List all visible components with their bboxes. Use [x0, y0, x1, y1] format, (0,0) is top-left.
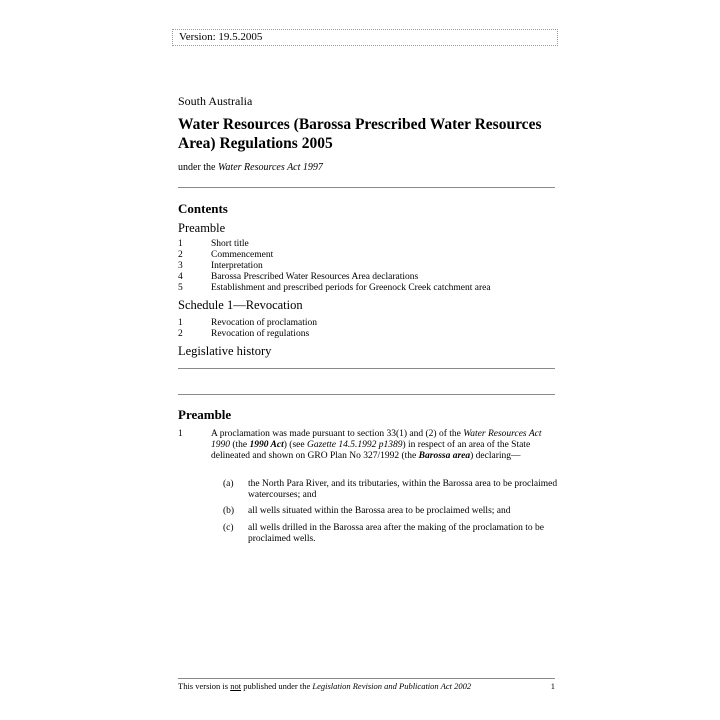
- toc-item-label: Revocation of proclamation: [211, 318, 318, 328]
- toc-item-num: 2: [178, 329, 183, 339]
- gazette-citation: Gazette 14.5.1992 p1389: [306, 440, 403, 450]
- subparagraph: [223, 479, 563, 501]
- footer-text: published under the: [241, 681, 313, 691]
- defined-term: Barossa area: [418, 451, 471, 461]
- subparagraph-label: (a): [223, 479, 234, 489]
- subparagraph: [223, 506, 563, 517]
- toc-item[interactable]: [178, 261, 568, 272]
- subparagraph-label: (c): [223, 523, 234, 533]
- subparagraph-text: the North Para River, and its tributaries, within the Barossa area to be proclaimed watercourses; and: [248, 479, 558, 500]
- version-label: Version: 19.5.2005: [179, 31, 263, 43]
- toc-item[interactable]: [178, 250, 568, 261]
- toc-item-label: Establishment and prescribed periods for Greenock Creek catchment area: [211, 283, 491, 293]
- toc-item-label: Barossa Prescribed Water Resources Area declarations: [211, 272, 419, 282]
- paragraph-text: [211, 429, 558, 462]
- toc-item-num: 5: [178, 283, 183, 293]
- text-run: ) declaring—: [470, 451, 521, 461]
- toc-schedule-list: [178, 318, 568, 340]
- toc-item[interactable]: [178, 329, 568, 340]
- toc-list: [178, 239, 568, 294]
- paragraph-number: 1: [178, 429, 183, 439]
- text-run: (the: [230, 440, 250, 450]
- toc-item-num: 1: [178, 318, 183, 328]
- text-run: ) in respect of an area of the State delineated and shown on GRO Plan No 327/1992 (the: [211, 440, 531, 461]
- toc-item-label: Short title: [211, 239, 249, 249]
- text-run: ) (see: [283, 440, 307, 450]
- page-footer: [178, 681, 555, 691]
- contents-heading: Contents: [178, 201, 228, 216]
- subparagraph-text: all wells situated within the Barossa area to be proclaimed wells; and: [248, 506, 511, 516]
- toc-item-num: 4: [178, 272, 183, 282]
- footer-text: This version is: [178, 681, 231, 691]
- jurisdiction: South Australia: [178, 94, 253, 108]
- under-prefix: under the: [178, 162, 218, 173]
- toc-item-label: Interpretation: [211, 261, 263, 271]
- footer-emphasis: not: [230, 681, 242, 691]
- divider: [178, 394, 555, 395]
- subparagraph: [223, 523, 563, 545]
- toc-item-num: 1: [178, 239, 183, 249]
- toc-item-num: 3: [178, 261, 183, 271]
- toc-preamble[interactable]: Preamble: [178, 221, 226, 235]
- version-box: [172, 29, 558, 46]
- toc-item[interactable]: [178, 283, 568, 294]
- toc-item[interactable]: [178, 239, 568, 250]
- footer-act: Legislation Revision and Publication Act 2002: [312, 681, 472, 691]
- subparagraph-text: all wells drilled in the Barossa area after the making of the proclamation to be proclaimed wells.: [248, 523, 544, 544]
- subparagraph-label: (b): [223, 506, 235, 516]
- preamble-heading: Preamble: [178, 407, 232, 422]
- preamble-paragraph: [178, 429, 558, 462]
- text-run: A proclamation was made pursuant to section 33(1) and (2) of the: [211, 429, 464, 439]
- defined-term: 1990 Act: [249, 440, 284, 450]
- toc-item-num: 2: [178, 250, 183, 260]
- document-title: Water Resources (Barossa Prescribed Water Resources Area) Regulations 2005: [178, 116, 542, 152]
- enabling-act: Water Resources Act 1997: [218, 162, 323, 173]
- divider: [178, 187, 555, 188]
- act-citation: Water Resources Act 1990: [211, 429, 542, 450]
- toc-item[interactable]: [178, 318, 568, 329]
- divider: [178, 368, 555, 369]
- page-number: 1: [550, 681, 555, 691]
- toc-item-label: Commencement: [211, 250, 274, 260]
- enabling-act-line: [178, 162, 323, 173]
- toc-item[interactable]: [178, 272, 568, 283]
- toc-schedule[interactable]: Schedule 1—Revocation: [178, 298, 303, 312]
- footer-divider: [178, 678, 555, 679]
- toc-item-label: Revocation of regulations: [211, 329, 310, 339]
- toc-legislative-history[interactable]: Legislative history: [178, 344, 272, 358]
